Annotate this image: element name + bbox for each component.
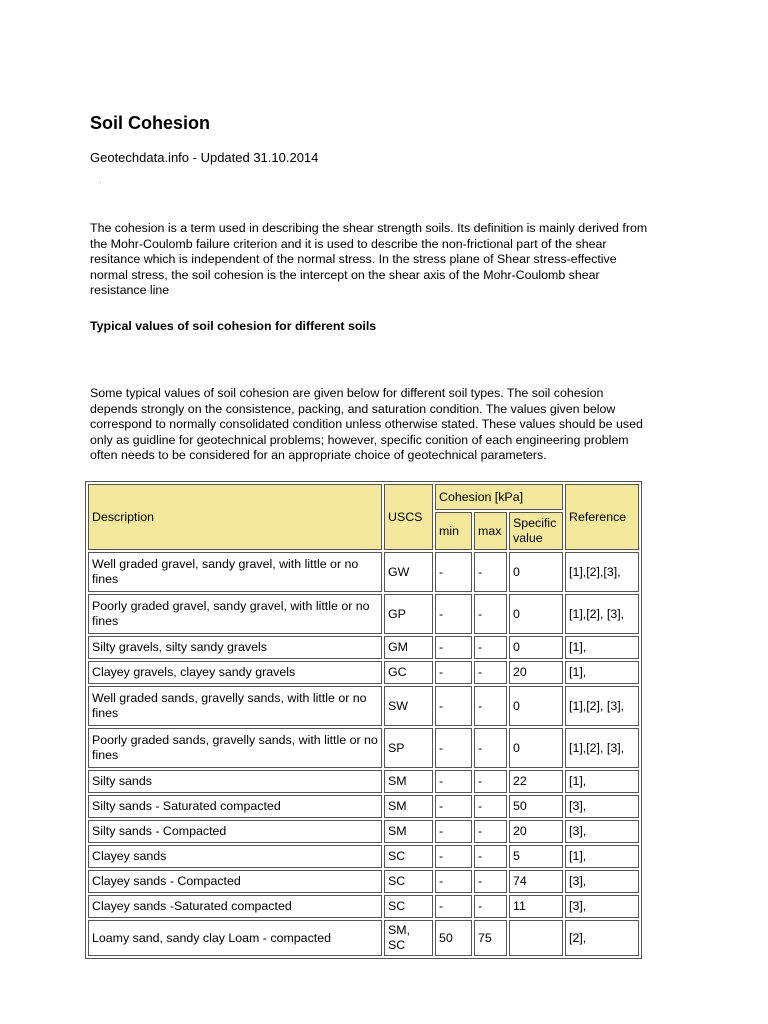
table-row [88,770,639,793]
cell-uscs: SP [384,728,433,768]
cell-specific: 50 [509,795,563,818]
cell-description: Silty sands - Saturated compacted [88,795,382,818]
cell-max: - [474,870,507,893]
cell-uscs: SM [384,770,433,793]
cell-reference: [3], [565,895,639,918]
table-row [88,636,639,659]
cell-reference: [1], [565,636,639,659]
cell-specific: 0 [509,552,563,592]
cell-max: - [474,770,507,793]
cell-max: - [474,795,507,818]
cell-description: Well graded sands, gravelly sands, with little or no fines [88,686,382,726]
cell-uscs: SM [384,795,433,818]
cell-min: - [435,770,472,793]
cell-min: - [435,552,472,592]
section-heading: Typical values of soil cohesion for different soils [90,319,377,333]
cell-min: - [435,795,472,818]
intro-paragraph: The cohesion is a term used in describing the shear strength soils. Its definition is mainly derived from the Mohr-Coulomb failure criterion and it is used to describe the non-frictional part of the shear resitance which is independent of the normal stress. In the stress plane of Shear stress-effective normal stress, the soil cohesion is the intercept on the shear axis of the Mohr-Coulomb shear resistance line [90,221,648,297]
header-description: Description [88,484,382,550]
cell-uscs: GC [384,661,433,684]
header-specific-value: Specific value [509,512,563,550]
cell-uscs: SM [384,820,433,843]
cell-description: Well graded gravel, sandy gravel, with little or no fines [88,552,382,592]
table-row [88,820,639,843]
cell-specific: 0 [509,636,563,659]
cell-max: - [474,552,507,592]
cell-reference: [3], [565,795,639,818]
cell-description: Silty gravels, silty sandy gravels [88,636,382,659]
typical-values-paragraph: Some typical values of soil cohesion are given below for different soil types. The soil cohesion depends strongly on the consistence, packing, and saturation condition. The values given below correspond to normally consolidated condition unless otherwise stated. These values should be used only as guidline for geotechnical problems; however, specific conition of each engineering problem often needs to be considered for an appropriate choice of geotechnical parameters. [90,386,643,462]
table-row [88,895,639,918]
cell-uscs: SC [384,895,433,918]
cell-min: - [435,661,472,684]
header-reference: Reference [565,484,639,550]
cell-description: Loamy sand, sandy clay Loam - compacted [88,920,382,956]
header-cohesion: Cohesion [kPa] [435,484,563,510]
decorative-dot [100,182,101,183]
cell-reference: [1], [565,661,639,684]
cell-description: Silty sands [88,770,382,793]
cell-uscs: SC [384,845,433,868]
cell-specific [509,920,563,956]
cell-max: - [474,895,507,918]
table-row [88,552,639,592]
table-row [88,845,639,868]
cell-description: Clayey sands - Compacted [88,870,382,893]
cell-specific: 0 [509,728,563,768]
cell-specific: 11 [509,895,563,918]
table-row [88,661,639,684]
cell-description: Clayey sands -Saturated compacted [88,895,382,918]
cell-min: - [435,895,472,918]
cell-description: Clayey sands [88,845,382,868]
cell-max: - [474,661,507,684]
cell-max: - [474,845,507,868]
cell-reference: [2], [565,920,639,956]
cell-min: - [435,845,472,868]
cell-min: - [435,728,472,768]
cell-max: - [474,686,507,726]
cell-uscs: SC [384,870,433,893]
cell-max: - [474,636,507,659]
cell-specific: 22 [509,770,563,793]
cell-uscs: GM [384,636,433,659]
header-uscs: USCS [384,484,433,550]
header-min: min [435,512,472,550]
cell-reference: [3], [565,870,639,893]
cell-description: Clayey gravels, clayey sandy gravels [88,661,382,684]
table-row [88,686,639,726]
cell-min: - [435,594,472,634]
header-max: max [474,512,507,550]
cell-max: - [474,820,507,843]
cell-reference: [1],[2], [3], [565,594,639,634]
cell-reference: [3], [565,820,639,843]
table-header-row [88,484,639,510]
table-row [88,728,639,768]
cell-uscs: GP [384,594,433,634]
cell-description: Poorly graded sands, gravelly sands, with little or no fines [88,728,382,768]
cell-reference: [1], [565,845,639,868]
cell-specific: 0 [509,686,563,726]
cell-specific: 20 [509,820,563,843]
cell-specific: 5 [509,845,563,868]
cell-uscs: SM, SC [384,920,433,956]
cell-reference: [1],[2], [3], [565,728,639,768]
cell-max: 75 [474,920,507,956]
cell-max: - [474,594,507,634]
cell-min: - [435,820,472,843]
cell-reference: [1],[2],[3], [565,552,639,592]
cell-description: Silty sands - Compacted [88,820,382,843]
soil-cohesion-table [85,481,642,959]
cell-specific: 0 [509,594,563,634]
table-row [88,920,639,956]
cell-uscs: GW [384,552,433,592]
cell-description: Poorly graded gravel, sandy gravel, with little or no fines [88,594,382,634]
cell-min: - [435,636,472,659]
cell-reference: [1],[2], [3], [565,686,639,726]
cell-min: - [435,870,472,893]
cell-specific: 20 [509,661,563,684]
cell-min: - [435,686,472,726]
source-and-update-date: Geotechdata.info - Updated 31.10.2014 [90,150,319,165]
table-row [88,870,639,893]
cell-reference: [1], [565,770,639,793]
table-row [88,594,639,634]
cell-min: 50 [435,920,472,956]
page-title: Soil Cohesion [90,113,211,133]
cell-specific: 74 [509,870,563,893]
table-row [88,795,639,818]
cell-max: - [474,728,507,768]
cell-uscs: SW [384,686,433,726]
